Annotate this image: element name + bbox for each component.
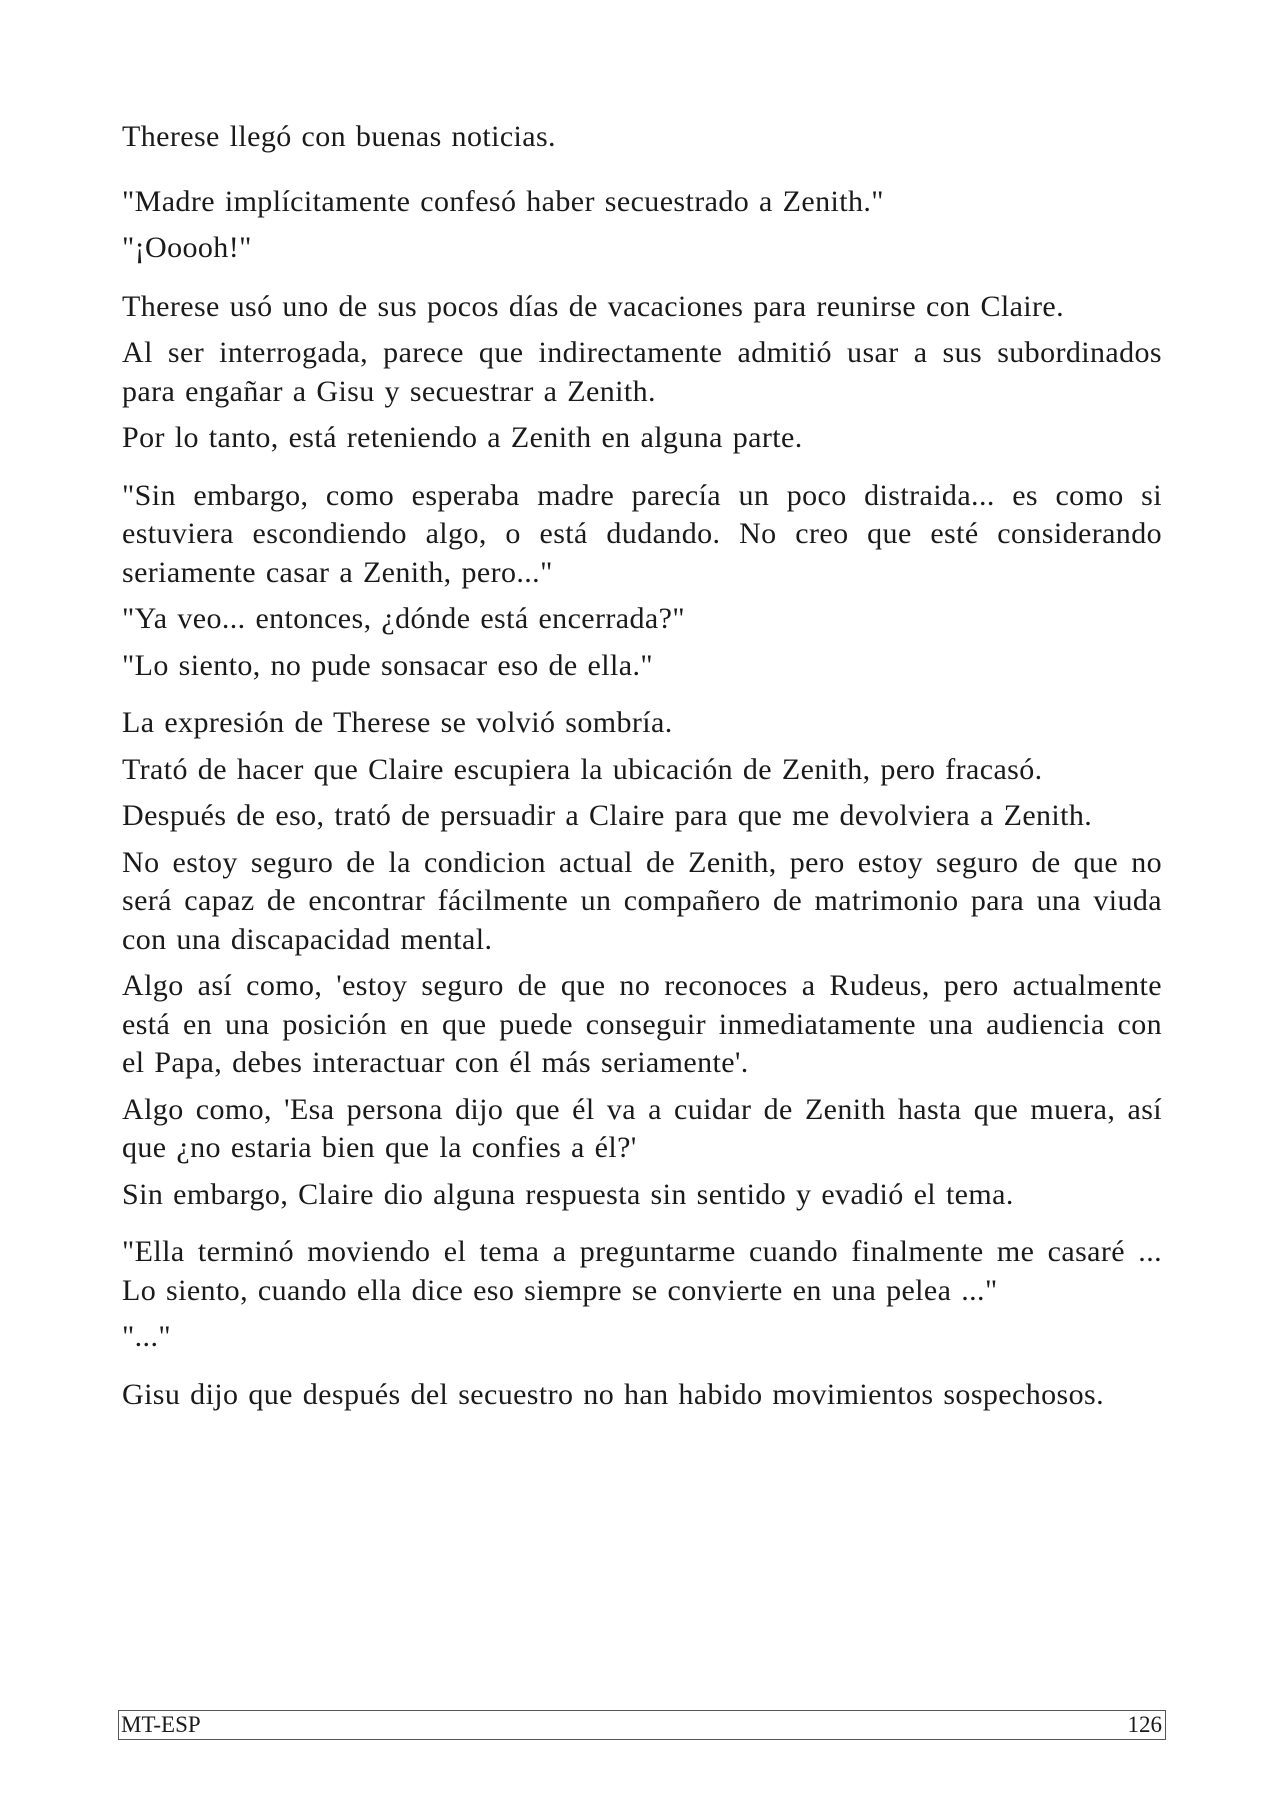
paragraph: Gisu dijo que después del secuestro no han habido movimientos sospechosos. bbox=[122, 1377, 1104, 1411]
page-number: 126 bbox=[1127, 1712, 1162, 1737]
paragraph: La expresión de Therese se volvió sombría. bbox=[122, 706, 673, 739]
paragraph: "¡Ooooh!" bbox=[122, 231, 252, 264]
paragraph: "Madre implícitamente confesó haber secuestrado a Zenith." bbox=[122, 184, 884, 218]
paragraph: "Ella terminó moviendo el tema a preguntarme cuando finalmente me casaré ... Lo siento, cuando ella dice eso siempre se convierte en una pelea ..." bbox=[122, 1235, 1162, 1307]
paragraph: Algo así como, 'estoy seguro de que no reconoces a Rudeus, pero actualmente está en una posición en que puede conseguir inmediatamente una audiencia con el Papa, debes interactuar con él más seriamente'. bbox=[122, 969, 1162, 1079]
page-footer bbox=[118, 1710, 1166, 1740]
paragraph: "Ya veo... entonces, ¿dónde está encerrada?" bbox=[122, 602, 685, 635]
paragraph: Por lo tanto, está reteniendo a Zenith en alguna parte. bbox=[122, 421, 803, 454]
paragraph: Therese usó uno de sus pocos días de vacaciones para reunirse con Claire. bbox=[122, 289, 1065, 323]
paragraph: No estoy seguro de la condicion actual de Zenith, pero estoy seguro de que no será capaz de encontrar fácilmente un compañero de matrimonio para una viuda con una discapacidad mental. bbox=[122, 845, 1162, 956]
paragraph: Después de eso, trató de persuadir a Claire para que me devolviera a Zenith. bbox=[122, 799, 1093, 832]
paragraph: "..." bbox=[122, 1320, 171, 1353]
footer-source-label: MT-ESP bbox=[121, 1712, 201, 1737]
page-body bbox=[122, 118, 1162, 1414]
paragraph: Al ser interrogada, parece que indirectamente admitió usar a sus subordinados para engañar a Gisu y secuestrar a Zenith. bbox=[122, 336, 1162, 408]
paragraph: Therese llegó con buenas noticias. bbox=[122, 120, 556, 153]
paragraph: "Lo siento, no pude sonsacar eso de ella." bbox=[122, 648, 653, 682]
paragraph: Algo como, 'Esa persona dijo que él va a cuidar de Zenith hasta que muera, así que ¿no estaria bien que la confies a él?' bbox=[122, 1092, 1162, 1164]
paragraph: Sin embargo, Claire dio alguna respuesta sin sentido y evadió el tema. bbox=[122, 1177, 1014, 1211]
paragraph: Trató de hacer que Claire escupiera la ubicación de Zenith, pero fracasó. bbox=[122, 752, 1043, 786]
paragraph: "Sin embargo, como esperaba madre parecía un poco distraida... es como si estuviera escondiendo algo, o está dudando. No creo que esté considerando seriamente casar a Zenith, pero..." bbox=[122, 478, 1162, 589]
